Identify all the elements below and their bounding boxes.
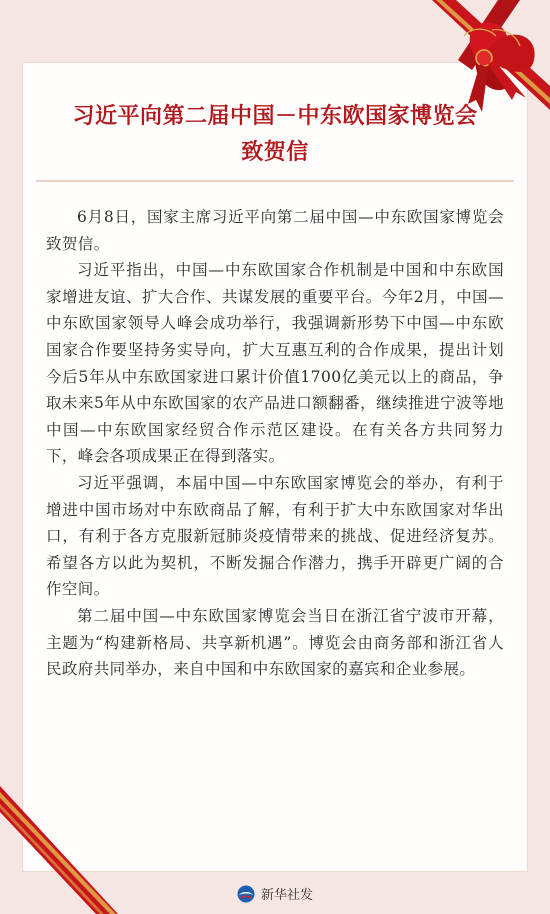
source-label: 新华社发 <box>260 888 313 903</box>
paragraph-1: 6月8日，国家主席习近平向第二届中国—中东欧国家博览会致贺信。 <box>46 208 504 253</box>
article-title <box>0 98 550 170</box>
paragraph-2: 习近平指出，中国—中东欧国家合作机制是中国和中东欧国家增进友谊、扩大合作、共谋发展的重要平台。今年2月，中国—中东欧国家领导人峰会成功举行，我强调新形势下中国—中东欧国家合作要坚持务实导向，扩大互惠互利的合作成果，提出计划今后5年从中东欧国家进口累计价值1700亿美元以上的商品，争取未来5年从中东欧国家的农产品进口额翻番，继续推进宁波等地中国—中东欧国家经贸合作示范区建设。在有关各方共同努力下，峰会各项成果正在得到落实。 <box>46 261 504 466</box>
paragraph-4: 第二届中国—中东欧国家博览会当日在浙江省宁波市开幕，主题为“构建新格局、共享新机遇”。博览会由商务部和浙江省人民政府共同举办，来自中国和中东欧国家的嘉宾和企业参展。 <box>46 606 504 679</box>
title-line-1: 习近平向第二届中国－中东欧国家博览会 <box>72 103 478 129</box>
title-divider <box>36 180 514 182</box>
title-line-2: 致贺信 <box>241 139 309 165</box>
paragraph-3: 习近平强调，本届中国—中东欧国家博览会的举办，有利于增进中国市场对中东欧商品了解，有利于扩大中东欧国家对华出口，有利于各方克服新冠肺炎疫情带来的挑战、促进经济复苏。希望各方以此为契机，不断发掘合作潜力，携手开辟更广阔的合作空间。 <box>46 473 504 599</box>
source-footer <box>0 884 550 907</box>
article-body <box>46 204 504 683</box>
xinhua-logo-icon <box>237 885 255 903</box>
